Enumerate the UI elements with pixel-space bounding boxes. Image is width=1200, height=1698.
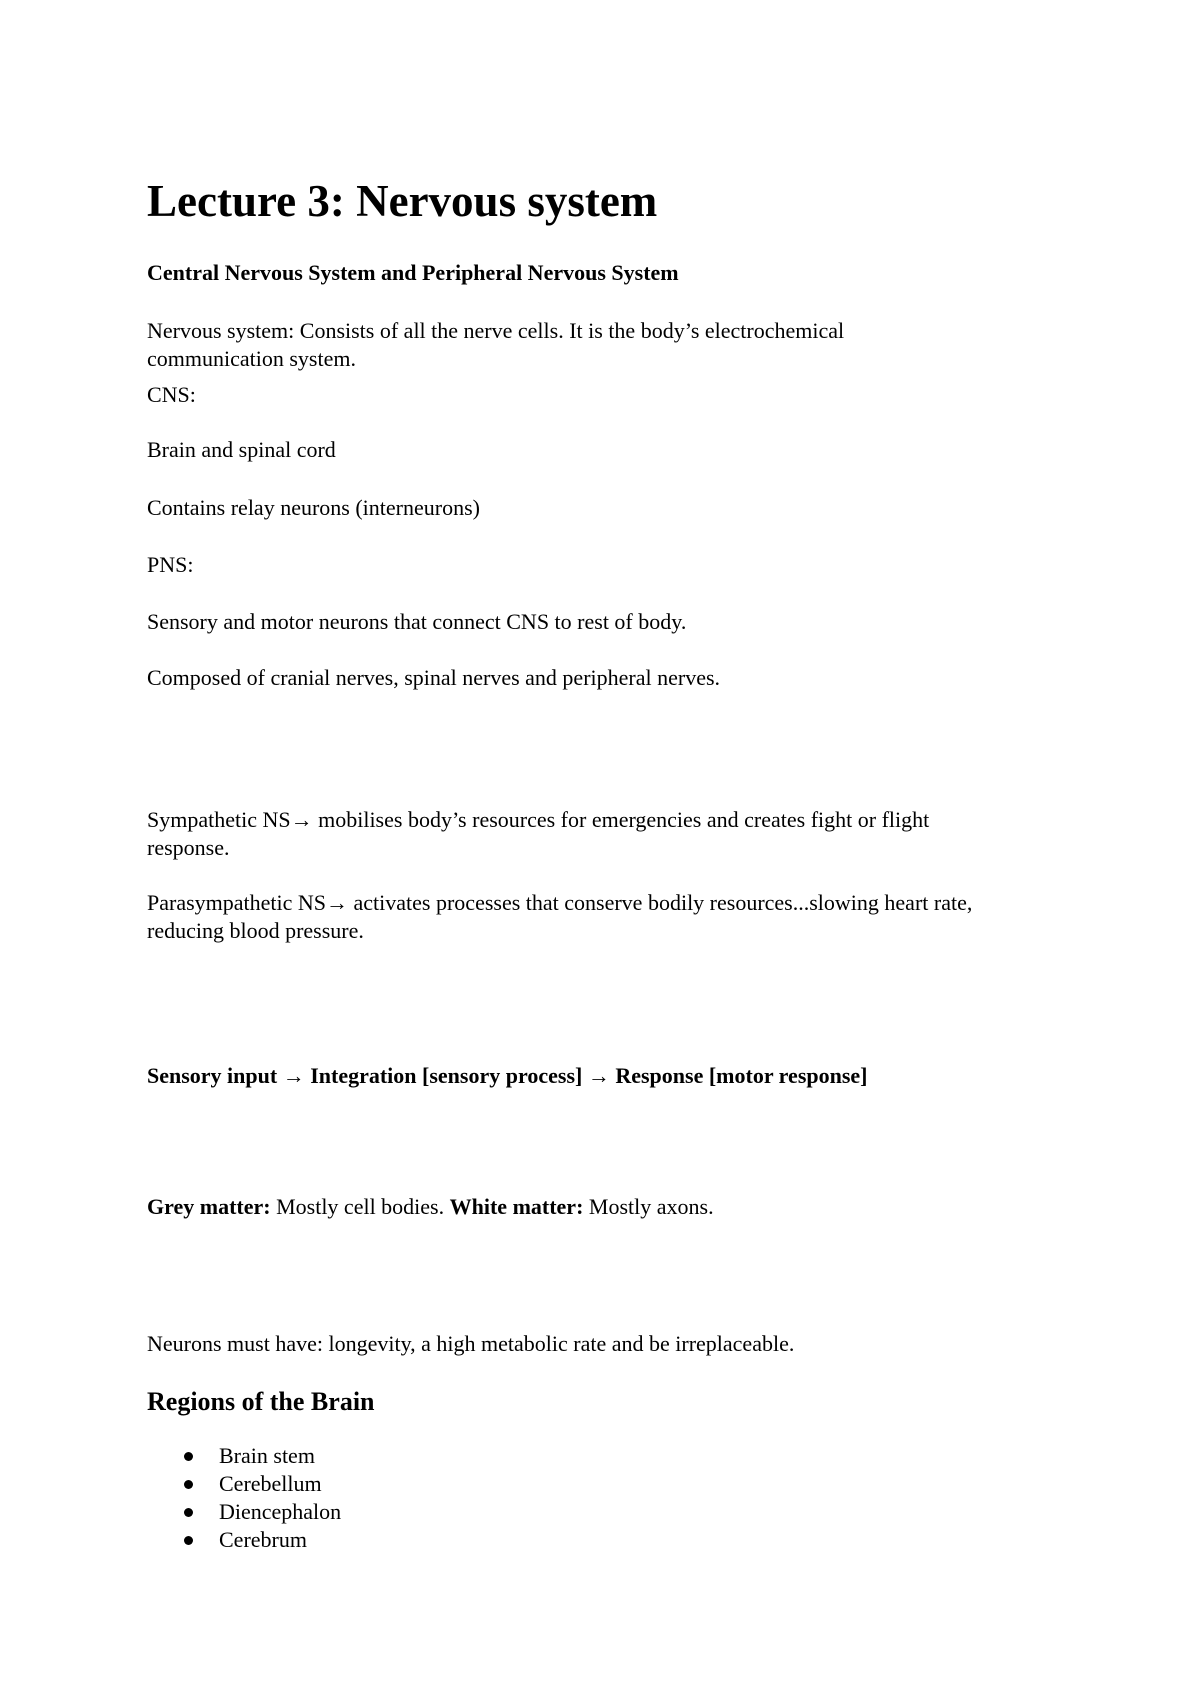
sensory-flow-line: Sensory input → Integration [sensory process] → Response [motor response] xyxy=(147,1063,868,1088)
grey-matter-text: Mostly cell bodies. xyxy=(270,1194,450,1219)
page-title: Lecture 3: Nervous system xyxy=(147,176,658,226)
white-matter-text: Mostly axons. xyxy=(583,1194,714,1219)
sympathetic-line-1: Sympathetic NS→ mobilises body’s resources for emergencies and creates fight or flight xyxy=(147,807,930,832)
pns-item-composed: Composed of cranial nerves, spinal nerves and peripheral nerves. xyxy=(147,665,721,690)
parasympathetic-line-1: Parasympathetic NS→ activates processes that conserve bodily resources...slowing heart rate, xyxy=(147,890,973,915)
region-label: Cerebrum xyxy=(219,1527,307,1552)
sympathetic-line-2: response. xyxy=(147,835,230,860)
list-item xyxy=(147,1442,341,1470)
nervous-system-line-1: Nervous system: Consists of all the nerve cells. It is the body’s electrochemical xyxy=(147,318,845,343)
parasympathetic-paragraph xyxy=(147,889,972,945)
regions-list xyxy=(147,1442,341,1554)
subheading-cns-pns: Central Nervous System and Peripheral Nervous System xyxy=(147,260,679,285)
region-label: Diencephalon xyxy=(219,1499,342,1524)
bullet-icon xyxy=(184,1536,193,1545)
regions-heading: Regions of the Brain xyxy=(147,1387,375,1416)
list-item xyxy=(147,1526,341,1554)
grey-white-matter-line xyxy=(147,1193,714,1221)
neurons-line: Neurons must have: longevity, a high metabolic rate and be irreplaceable. xyxy=(147,1331,795,1356)
sympathetic-paragraph xyxy=(147,806,929,862)
cns-item-relay: Contains relay neurons (interneurons) xyxy=(147,495,480,520)
bullet-icon xyxy=(184,1480,193,1489)
document-page xyxy=(147,0,1087,1698)
pns-item-sensory-motor: Sensory and motor neurons that connect CNS to rest of body. xyxy=(147,609,687,634)
list-item xyxy=(147,1498,341,1526)
parasympathetic-line-2: reducing blood pressure. xyxy=(147,918,364,943)
nervous-system-line-2: communication system. xyxy=(147,346,356,371)
grey-matter-label: Grey matter: xyxy=(147,1194,271,1219)
bullet-icon xyxy=(184,1452,193,1461)
white-matter-label: White matter: xyxy=(449,1194,584,1219)
cns-item-brain: Brain and spinal cord xyxy=(147,437,336,462)
region-label: Brain stem xyxy=(219,1443,315,1468)
bullet-icon xyxy=(184,1508,193,1517)
nervous-system-paragraph xyxy=(147,317,844,373)
pns-label: PNS: xyxy=(147,552,194,577)
region-label: Cerebellum xyxy=(219,1471,322,1496)
cns-label: CNS: xyxy=(147,382,196,407)
list-item xyxy=(147,1470,341,1498)
